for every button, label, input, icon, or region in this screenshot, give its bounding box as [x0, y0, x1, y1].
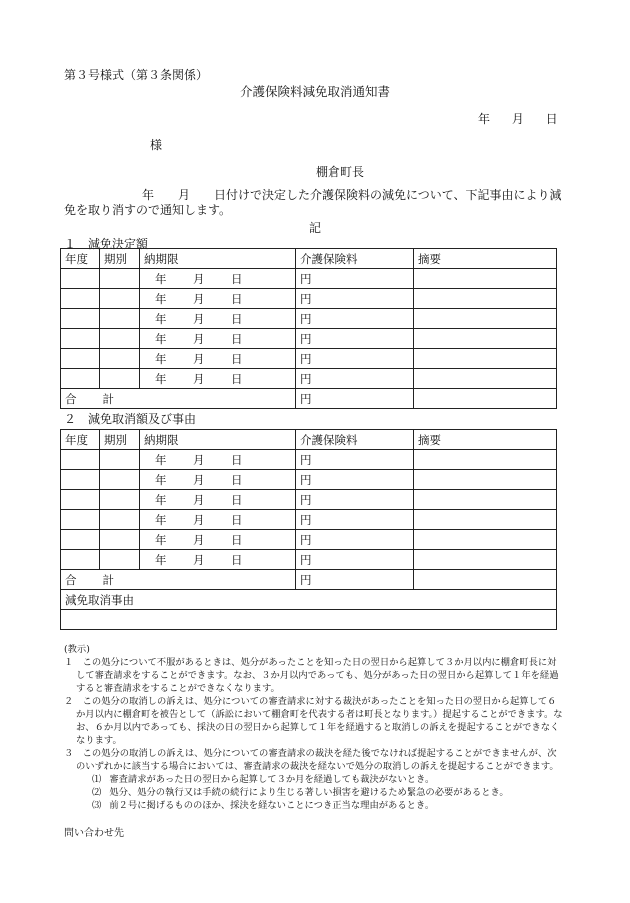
table-row [61, 329, 557, 349]
table-header-row [61, 430, 557, 450]
total-remarks-cell [414, 389, 557, 409]
period-cell [100, 530, 140, 550]
instructions [64, 643, 564, 812]
period-cell [100, 550, 140, 570]
period-cell [100, 490, 140, 510]
revocation-reason-label: 減免取消事由 [61, 590, 557, 610]
period-cell [100, 510, 140, 530]
addressee: 様 [150, 138, 163, 152]
remarks-cell [414, 289, 557, 309]
revocation-amount-table [60, 429, 557, 630]
due-date-cell: 年 月 日 [140, 329, 296, 349]
column-header: 摘要 [414, 249, 557, 269]
premium-cell: 円 [296, 450, 414, 470]
table-row [61, 309, 557, 329]
due-date-cell: 年 月 日 [140, 349, 296, 369]
document-title: 介護保険料減免取消通知書 [239, 84, 390, 99]
premium-cell: 円 [296, 490, 414, 510]
fiscal-year-cell [61, 450, 100, 470]
table-row [61, 530, 557, 550]
premium-cell: 円 [296, 329, 414, 349]
remarks-cell [414, 470, 557, 490]
column-header: 年度 [61, 249, 100, 269]
exemption-amount-table [60, 248, 557, 409]
premium-cell: 円 [296, 510, 414, 530]
instruction-item: １ この処分について不服があるときは、処分があったことを知った日の翌日から起算して３か月以内に棚倉町長に対して審査請求をすることができます。なお、３か月以内であっても、処分があった日の翌日から起算して１年を経過すると審査請求をすることができなくなります。 [64, 657, 559, 694]
period-cell [100, 289, 140, 309]
remarks-cell [414, 490, 557, 510]
column-header: 納期限 [140, 430, 296, 450]
notice-body: 年 月 日付けで決定した介護保険料の減免について、下記事由により減免を取り消すので通知します。 [64, 188, 562, 217]
table-row [61, 450, 557, 470]
fiscal-year-cell [61, 269, 100, 289]
table-row [61, 550, 557, 570]
issue-date: 年 月 日 [478, 112, 558, 126]
section2-heading: ２ 減免取消額及び事由 [64, 412, 197, 426]
period-cell [100, 309, 140, 329]
period-cell [100, 470, 140, 490]
column-header: 介護保険料 [296, 249, 414, 269]
due-date-cell: 年 月 日 [140, 289, 296, 309]
remarks-cell [414, 349, 557, 369]
fiscal-year-cell [61, 490, 100, 510]
fiscal-year-cell [61, 289, 100, 309]
column-header: 介護保険料 [296, 430, 414, 450]
instruction-subitem: ⑵ 処分、処分の執行又は手続の続行により生じる著しい損害を避けるため緊急の必要があるとき。 [92, 787, 509, 798]
due-date-cell: 年 月 日 [140, 369, 296, 389]
column-header: 年度 [61, 430, 100, 450]
instruction-subitem: ⑴ 審査請求があった日の翌日から起算して３か月を経過しても裁決がないとき。 [92, 774, 435, 785]
fiscal-year-cell [61, 530, 100, 550]
remarks-cell [414, 269, 557, 289]
form-number: 第３号様式（第３条関係） [64, 68, 209, 82]
table-row [61, 510, 557, 530]
sender: 棚倉町長 [316, 165, 365, 179]
due-date-cell: 年 月 日 [140, 269, 296, 289]
due-date-cell: 年 月 日 [140, 309, 296, 329]
fiscal-year-cell [61, 349, 100, 369]
instruction-subitem: ⑶ 前２号に掲げるもののほか、採決を経ないことにつき正当な理由があるとき。 [92, 800, 435, 811]
fiscal-year-cell [61, 550, 100, 570]
table-row [61, 490, 557, 510]
period-cell [100, 369, 140, 389]
premium-cell: 円 [296, 530, 414, 550]
remarks-cell [414, 530, 557, 550]
total-premium-cell: 円 [296, 389, 414, 409]
premium-cell: 円 [296, 550, 414, 570]
premium-cell: 円 [296, 470, 414, 490]
total-row [61, 570, 557, 590]
section1-heading: １ 減免決定額 [64, 237, 149, 251]
premium-cell: 円 [296, 269, 414, 289]
fiscal-year-cell [61, 470, 100, 490]
table-row [61, 369, 557, 389]
column-header: 摘要 [414, 430, 557, 450]
revocation-reason-field [61, 610, 557, 630]
remarks-cell [414, 550, 557, 570]
total-label: 合 計 [61, 389, 296, 409]
contact-label: 問い合わせ先 [64, 828, 124, 839]
period-cell [100, 450, 140, 470]
column-header: 期別 [100, 249, 140, 269]
total-label: 合 計 [61, 570, 296, 590]
fiscal-year-cell [61, 309, 100, 329]
period-cell [100, 349, 140, 369]
due-date-cell: 年 月 日 [140, 470, 296, 490]
total-remarks-cell [414, 570, 557, 590]
instruction-item: ３ この処分の取消しの訴えは、処分についての審査請求の裁決を経た後でなければ提起することができませんが、次のいずれかに該当する場合においては、審査請求の裁決を経ないで処分の取消しの訴えを提起することができます。 [64, 748, 559, 772]
remarks-cell [414, 329, 557, 349]
table-row [61, 269, 557, 289]
column-header: 期別 [100, 430, 140, 450]
instruction-item: ２ この処分の取消しの訴えは、処分についての審査請求に対する裁決があったことを知った日の翌日から起算して６か月以内に棚倉町を被告として（訴訟において棚倉町を代表する者は町長となります。）提起することができます。なお、６か月以内であっても、採決の日の翌日から起算して１年を経過すると取消しの訴えを提起することができなくなります。 [64, 696, 563, 746]
period-cell [100, 329, 140, 349]
fiscal-year-cell [61, 369, 100, 389]
remarks-cell [414, 309, 557, 329]
table-row [61, 289, 557, 309]
table-header-row [61, 249, 557, 269]
table-row [61, 349, 557, 369]
premium-cell: 円 [296, 309, 414, 329]
fiscal-year-cell [61, 510, 100, 530]
premium-cell: 円 [296, 369, 414, 389]
premium-cell: 円 [296, 289, 414, 309]
total-premium-cell: 円 [296, 570, 414, 590]
period-cell [100, 269, 140, 289]
table-row [61, 470, 557, 490]
remarks-cell [414, 450, 557, 470]
total-row [61, 389, 557, 409]
ki-mark: 記 [308, 221, 321, 235]
due-date-cell: 年 月 日 [140, 450, 296, 470]
instructions-heading: (教示) [64, 644, 90, 655]
remarks-cell [414, 510, 557, 530]
premium-cell: 円 [296, 349, 414, 369]
due-date-cell: 年 月 日 [140, 530, 296, 550]
fiscal-year-cell [61, 329, 100, 349]
due-date-cell: 年 月 日 [140, 490, 296, 510]
due-date-cell: 年 月 日 [140, 510, 296, 530]
due-date-cell: 年 月 日 [140, 550, 296, 570]
column-header: 納期限 [140, 249, 296, 269]
remarks-cell [414, 369, 557, 389]
